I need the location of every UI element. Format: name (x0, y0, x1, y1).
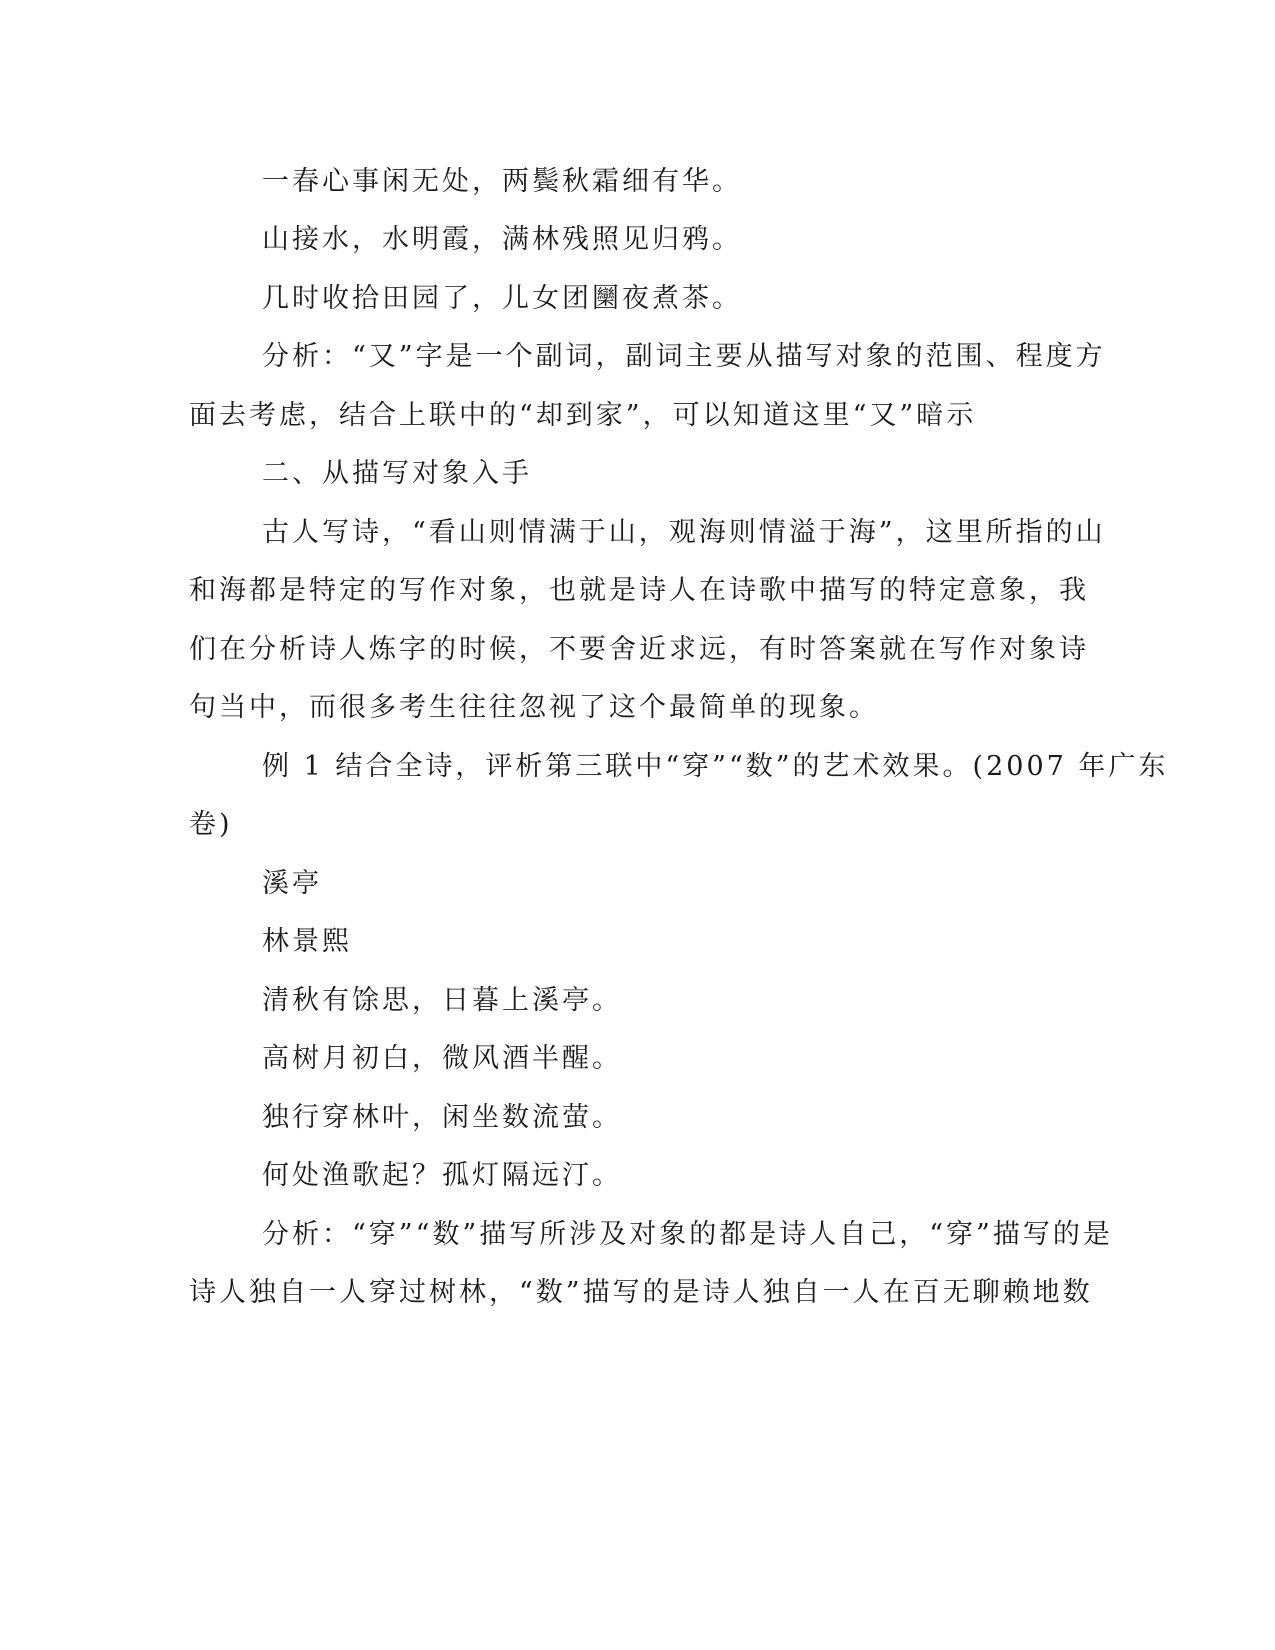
paragraph-line: 们在分析诗人炼字的时候，不要舍近求远，有时答案就在写作对象诗 (189, 634, 1089, 665)
paragraph-line: 古人写诗，“看山则情满于山，观海则情溢于海”，这里所指的山 (262, 517, 1106, 548)
poem-line: 山接水，水明霞，满林残照见归鸦。 (262, 224, 742, 255)
poem-author: 林景熙 (262, 926, 352, 957)
poem-line: 何处渔歌起？孤灯隔远汀。 (262, 1160, 622, 1191)
poem-line: 几时收拾田园了，儿女团圞夜煮茶。 (262, 283, 742, 314)
poem-title: 溪亭 (262, 868, 322, 899)
example-line: 例 1 结合全诗，评析第三联中“穿”“数”的艺术效果。(2007 年广东 (262, 751, 1169, 782)
poem-line: 独行穿林叶，闲坐数流萤。 (262, 1102, 622, 1133)
paragraph-line: 和海都是特定的写作对象，也就是诗人在诗歌中描写的特定意象，我 (189, 575, 1089, 606)
paragraph-line: 句当中，而很多考生往往忽视了这个最简单的现象。 (189, 692, 879, 723)
poem-line: 高树月初白，微风酒半醒。 (262, 1043, 622, 1074)
paragraph-line: 分析：“穿”“数”描写所涉及对象的都是诗人自己，“穿”描写的是 (262, 1219, 1113, 1250)
section-heading: 二、从描写对象入手 (262, 458, 532, 489)
example-line: 卷) (189, 809, 233, 840)
poem-line: 一春心事闲无处，两鬓秋霜细有华。 (262, 166, 742, 197)
paragraph-line: 分析：“又”字是一个副词，副词主要从描写对象的范围、程度方 (262, 341, 1106, 372)
poem-line: 清秋有馀思，日暮上溪亭。 (262, 985, 622, 1016)
paragraph-line: 诗人独自一人穿过树林，“数”描写的是诗人独自一人在百无聊赖地数 (189, 1277, 1093, 1308)
paragraph-line: 面去考虑，结合上联中的“却到家”，可以知道这里“又”暗示 (189, 400, 977, 431)
